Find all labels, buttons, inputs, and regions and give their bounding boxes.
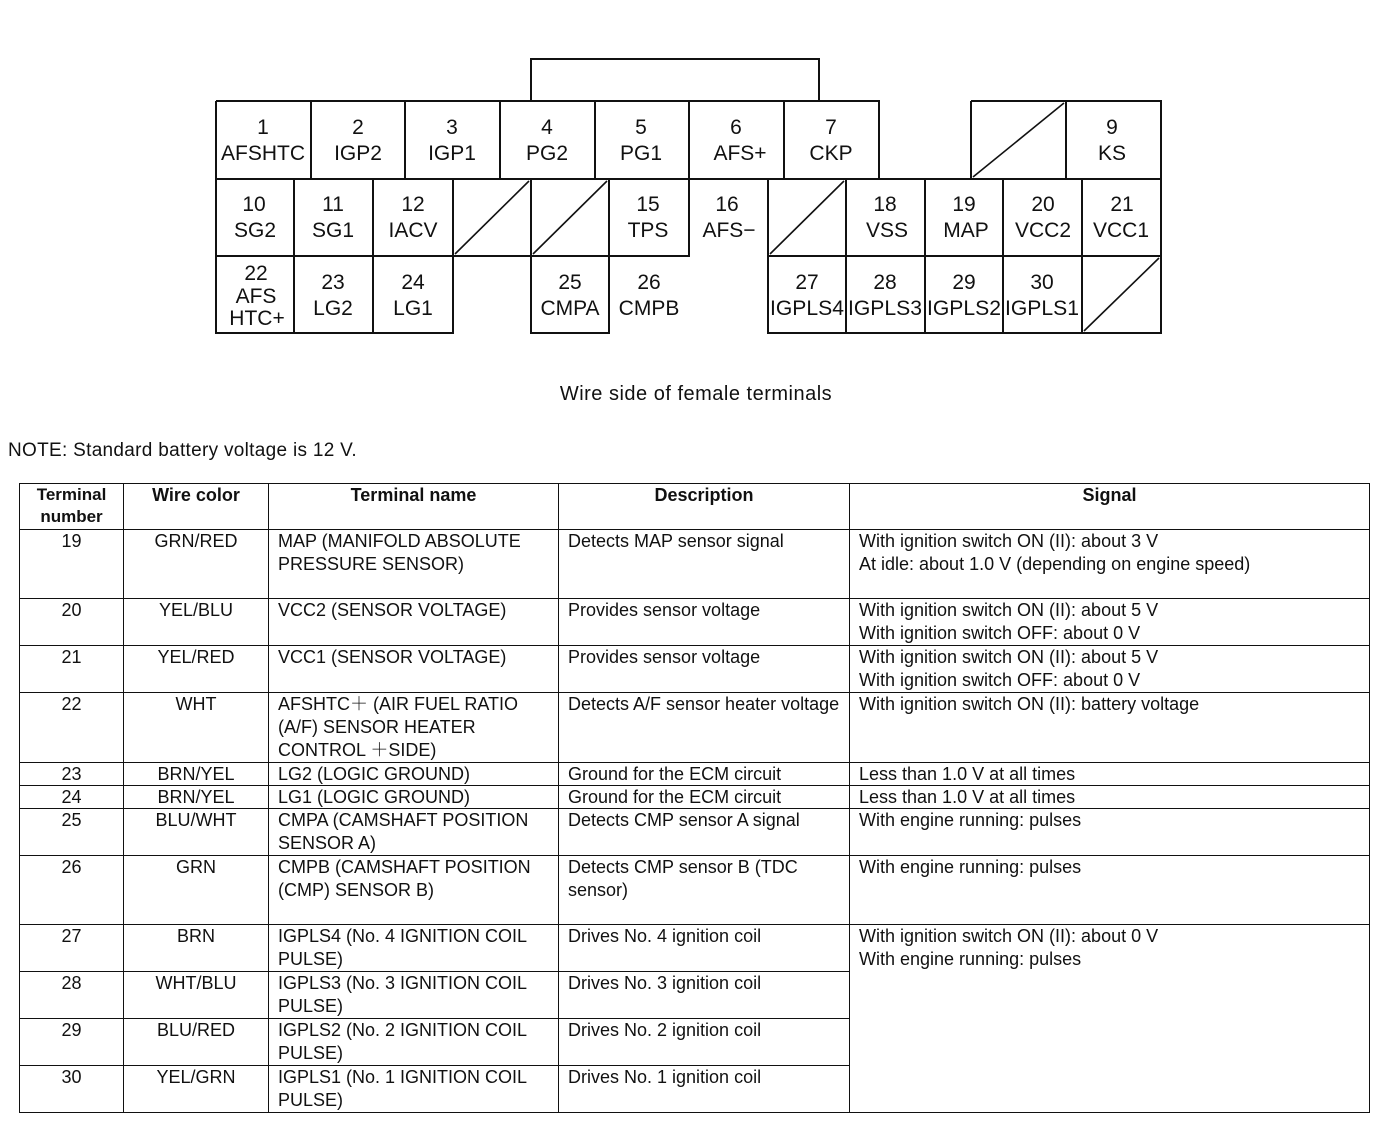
terminal-name: CKP [809, 142, 853, 165]
table-row [20, 530, 1370, 599]
terminal-name: AFS [235, 285, 277, 308]
signal-cell: With ignition switch ON (II): about 3 V At idle: about 1.0 V (depending on engine speed) [850, 530, 1370, 599]
terminal-number: 5 [635, 116, 647, 139]
terminal-number: 1 [257, 116, 269, 139]
terminal-name: KS [1097, 142, 1127, 165]
table-row [20, 925, 1370, 972]
terminal-name-cell: MAP (MANIFOLD ABSOLUTE PRESSURE SENSOR) [269, 530, 559, 599]
description-cell: Provides sensor voltage [559, 646, 850, 693]
terminal-number-cell: 19 [20, 530, 124, 599]
terminal-name: LG2 [313, 297, 353, 320]
terminal-name: LG1 [393, 297, 433, 320]
terminal-number: 27 [795, 271, 819, 294]
signal-cell: With ignition switch ON (II): about 5 V With ignition switch OFF: about 0 V [850, 599, 1370, 646]
terminal-name: SG1 [311, 219, 355, 242]
terminal-name: PG1 [619, 142, 663, 165]
terminal-name-cell: LG1 (LOGIC GROUND) [269, 786, 559, 809]
header-description: Description [559, 484, 850, 530]
table-row [20, 693, 1370, 763]
header-signal: Signal [850, 484, 1370, 530]
terminal-number: 26 [637, 271, 661, 294]
wire-color-cell: GRN [124, 856, 269, 925]
signal-cell: Less than 1.0 V at all times [850, 763, 1370, 786]
table-row [20, 763, 1370, 786]
terminal-number: 11 [322, 193, 344, 216]
table-row [20, 646, 1370, 693]
wire-color-cell: YEL/RED [124, 646, 269, 693]
terminal-name-cell: VCC1 (SENSOR VOLTAGE) [269, 646, 559, 693]
terminal-number: 20 [1031, 193, 1055, 216]
terminal-number: 28 [873, 271, 897, 294]
signal-cell: With engine running: pulses [850, 856, 1370, 925]
terminal-number: 19 [952, 193, 976, 216]
terminal-number: 25 [558, 271, 582, 294]
header-terminal-name: Terminal name [269, 484, 559, 530]
terminal-name-cell: LG2 (LOGIC GROUND) [269, 763, 559, 786]
signal-cell: With engine running: pulses [850, 809, 1370, 856]
terminal-number: 3 [446, 116, 458, 139]
terminal-number: 10 [242, 193, 266, 216]
terminal-name-cell: IGPLS4 (No. 4 IGNITION COIL PULSE) [269, 925, 559, 972]
table-row [20, 599, 1370, 646]
terminal-name-cell: IGPLS1 (No. 1 IGNITION COIL PULSE) [269, 1066, 559, 1113]
terminal-number: 6 [730, 116, 742, 139]
table-row [20, 786, 1370, 809]
wire-color-cell: YEL/BLU [124, 599, 269, 646]
terminal-number-cell: 23 [20, 763, 124, 786]
terminal-name-cell: CMPB (CAMSHAFT POSITION (CMP) SENSOR B) [269, 856, 559, 925]
wire-color-cell: WHT [124, 693, 269, 763]
wire-color-cell: WHT/BLU [124, 972, 269, 1019]
terminal-number: 21 [1110, 193, 1134, 216]
terminal-name: IGPLS1 [1005, 297, 1079, 320]
wire-color-cell: BLU/RED [124, 1019, 269, 1066]
wire-color-cell: BLU/WHT [124, 809, 269, 856]
connector-diagram [0, 0, 1392, 370]
terminal-name: VSS [865, 219, 909, 242]
terminal-number-cell: 30 [20, 1066, 124, 1113]
description-cell: Detects A/F sensor heater voltage [559, 693, 850, 763]
terminal-table [19, 483, 1370, 1113]
signal-cell: With ignition switch ON (II): about 5 V With ignition switch OFF: about 0 V [850, 646, 1370, 693]
terminal-name: IGPLS4 [770, 297, 845, 320]
header-terminal-number: Terminal number [20, 484, 124, 530]
terminal-number-cell: 25 [20, 809, 124, 856]
terminal-name-cell: VCC2 (SENSOR VOLTAGE) [269, 599, 559, 646]
terminal-name-cell: AFSHTC＋ (AIR FUEL RATIO (A/F) SENSOR HEATER CONTROL ＋SIDE) [269, 693, 559, 763]
terminal-number-cell: 22 [20, 693, 124, 763]
terminal-number: 9 [1106, 116, 1118, 139]
signal-cell: With ignition switch ON (II): about 0 V With engine running: pulses [850, 925, 1370, 1113]
description-cell: Drives No. 4 ignition coil [559, 925, 850, 972]
terminal-name: AFS+ [713, 142, 767, 165]
description-cell: Ground for the ECM circuit [559, 763, 850, 786]
battery-voltage-note: NOTE: Standard battery voltage is 12 V. [8, 440, 357, 461]
terminal-number: 24 [401, 271, 425, 294]
terminal-number: 12 [401, 193, 425, 216]
terminal-name: IGP2 [334, 142, 382, 165]
wire-color-cell: YEL/GRN [124, 1066, 269, 1113]
wire-color-cell: GRN/RED [124, 530, 269, 599]
terminal-number: 16 [715, 193, 739, 216]
terminal-number: 30 [1030, 271, 1054, 294]
terminal-name: SG2 [233, 219, 277, 242]
terminal-name: IGPLS3 [848, 297, 922, 320]
terminal-number-cell: 28 [20, 972, 124, 1019]
terminal-name-cell: CMPA (CAMSHAFT POSITION SENSOR A) [269, 809, 559, 856]
terminal-number: 4 [541, 116, 553, 139]
terminal-number: 2 [352, 116, 364, 139]
terminal-name: IGPLS2 [927, 297, 1001, 320]
terminal-number-cell: 21 [20, 646, 124, 693]
terminal-number: 23 [321, 271, 345, 294]
terminal-name: IGP1 [428, 142, 476, 165]
terminal-number: 22 [244, 262, 268, 285]
description-cell: Detects MAP sensor signal [559, 530, 850, 599]
description-cell: Provides sensor voltage [559, 599, 850, 646]
terminal-number-cell: 26 [20, 856, 124, 925]
description-cell: Drives No. 3 ignition coil [559, 972, 850, 1019]
terminal-name-cell: IGPLS3 (No. 3 IGNITION COIL PULSE) [269, 972, 559, 1019]
terminal-number-cell: 24 [20, 786, 124, 809]
terminal-name: CMPA [540, 297, 600, 320]
description-cell: Drives No. 2 ignition coil [559, 1019, 850, 1066]
description-cell: Detects CMP sensor A signal [559, 809, 850, 856]
terminal-number: 7 [825, 116, 837, 139]
terminal-name: AFSHTC [221, 142, 305, 165]
signal-cell: With ignition switch ON (II): battery voltage [850, 693, 1370, 763]
terminal-number: 18 [873, 193, 897, 216]
header-wire-color: Wire color [124, 484, 269, 530]
terminal-number-cell: 29 [20, 1019, 124, 1066]
terminal-name: VCC2 [1014, 219, 1072, 242]
description-cell: Detects CMP sensor B (TDC sensor) [559, 856, 850, 925]
signal-cell: Less than 1.0 V at all times [850, 786, 1370, 809]
table-header-row [20, 484, 1370, 530]
terminal-name-cell: IGPLS2 (No. 2 IGNITION COIL PULSE) [269, 1019, 559, 1066]
terminal-name: CMPB [618, 297, 680, 320]
terminal-name: HTC+ [229, 307, 285, 330]
terminal-name: AFS− [702, 219, 756, 242]
wire-color-cell: BRN/YEL [124, 786, 269, 809]
terminal-number: 29 [952, 271, 976, 294]
terminal-number-cell: 20 [20, 599, 124, 646]
description-cell: Ground for the ECM circuit [559, 786, 850, 809]
terminal-number-cell: 27 [20, 925, 124, 972]
terminal-name: IACV [388, 219, 438, 242]
terminal-name: TPS [627, 219, 669, 242]
terminal-name: MAP [943, 219, 989, 242]
terminal-number: 15 [636, 193, 660, 216]
connector-caption: Wire side of female terminals [559, 383, 833, 405]
table-row [20, 809, 1370, 856]
terminal-name: PG2 [525, 142, 569, 165]
wire-color-cell: BRN [124, 925, 269, 972]
table-row [20, 856, 1370, 925]
terminal-name: VCC1 [1092, 219, 1150, 242]
wire-color-cell: BRN/YEL [124, 763, 269, 786]
description-cell: Drives No. 1 ignition coil [559, 1066, 850, 1113]
